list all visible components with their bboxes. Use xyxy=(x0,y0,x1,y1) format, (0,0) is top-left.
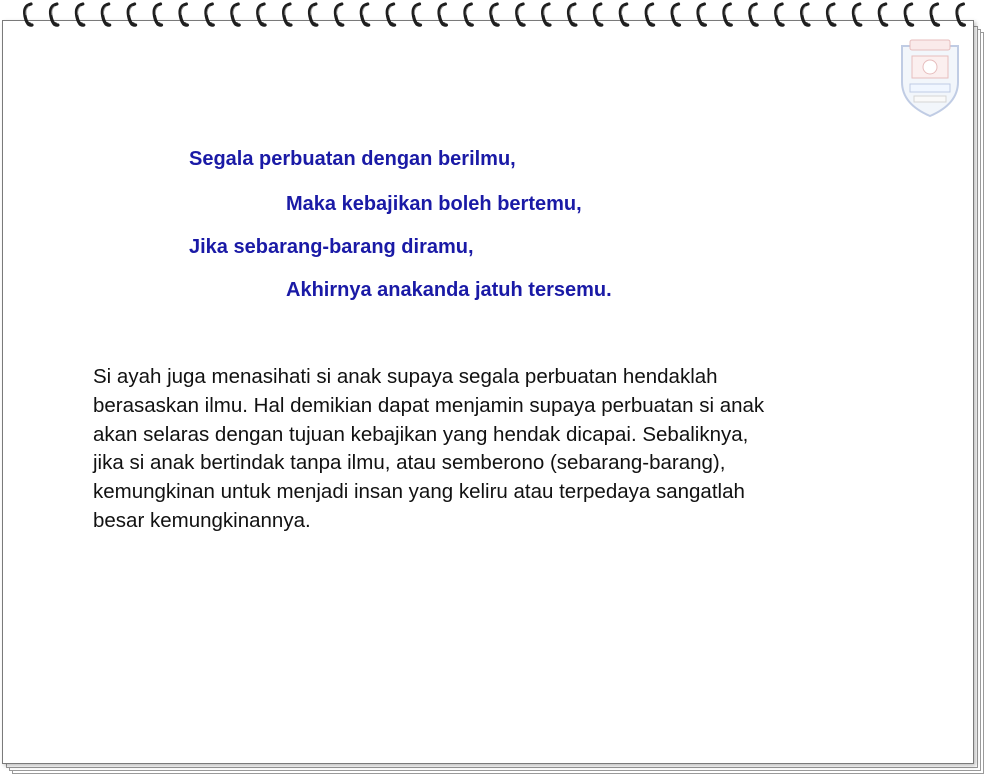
binding-ring xyxy=(180,4,187,26)
binding-ring xyxy=(154,4,161,26)
paragraph-line: jika si anak bertindak tanpa ilmu, atau semberono (sebarang-barang), xyxy=(93,451,726,475)
poem-line-1: Segala perbuatan dengan berilmu, xyxy=(189,148,516,170)
binding-ring xyxy=(672,4,679,26)
binding-ring xyxy=(310,4,317,26)
binding-ring xyxy=(335,4,342,26)
binding-ring xyxy=(802,4,809,26)
binding-ring xyxy=(232,4,239,26)
binding-ring xyxy=(25,4,32,26)
binding-ring xyxy=(491,4,498,26)
binding-ring xyxy=(465,4,472,26)
binding-ring xyxy=(620,4,627,26)
binding-ring xyxy=(931,4,938,26)
binding-ring xyxy=(361,4,368,26)
binding-ring xyxy=(569,4,576,26)
paragraph-line: Si ayah juga menasihati si anak supaya segala perbuatan hendaklah xyxy=(93,365,718,388)
poem-line-3: Jika sebarang-barang diramu, xyxy=(189,236,474,258)
binding-ring xyxy=(879,4,886,26)
paragraph-line: berasaskan ilmu. Hal demikian dapat menjamin supaya perbuatan si anak xyxy=(93,393,765,417)
binding-ring xyxy=(76,4,83,26)
explanation-paragraph xyxy=(93,363,913,536)
binding-ring xyxy=(594,4,601,26)
binding-ring xyxy=(776,4,783,26)
binding-ring xyxy=(853,4,860,26)
binding-ring xyxy=(517,4,524,26)
binding-ring xyxy=(206,4,213,26)
spiral-binding-rings xyxy=(0,0,988,32)
binding-ring xyxy=(413,4,420,26)
poem-line-4: Akhirnya anakanda jatuh tersemu. xyxy=(286,279,612,301)
binding-ring xyxy=(387,4,394,26)
binding-ring xyxy=(439,4,446,26)
binding-ring xyxy=(102,4,109,26)
binding-ring xyxy=(828,4,835,26)
school-crest-icon xyxy=(896,38,964,118)
paragraph-line: akan selaras dengan tujuan kebajikan yang hendak dicapai. Sebaliknya, xyxy=(93,422,749,446)
binding-ring xyxy=(284,4,291,26)
binding-ring xyxy=(905,4,912,26)
paragraph-line: besar kemungkinannya. xyxy=(93,508,311,532)
binding-ring xyxy=(128,4,135,26)
binding-ring xyxy=(957,4,964,26)
poem-line-2: Maka kebajikan boleh bertemu, xyxy=(286,193,582,215)
binding-ring xyxy=(51,4,58,26)
binding-ring xyxy=(543,4,550,26)
binding-ring xyxy=(750,4,757,26)
binding-ring xyxy=(698,4,705,26)
binding-ring xyxy=(646,4,653,26)
binding-ring xyxy=(258,4,265,26)
binding-ring xyxy=(724,4,731,26)
paragraph-line: kemungkinan untuk menjadi insan yang keliru atau terpedaya sangatlah xyxy=(93,480,745,504)
